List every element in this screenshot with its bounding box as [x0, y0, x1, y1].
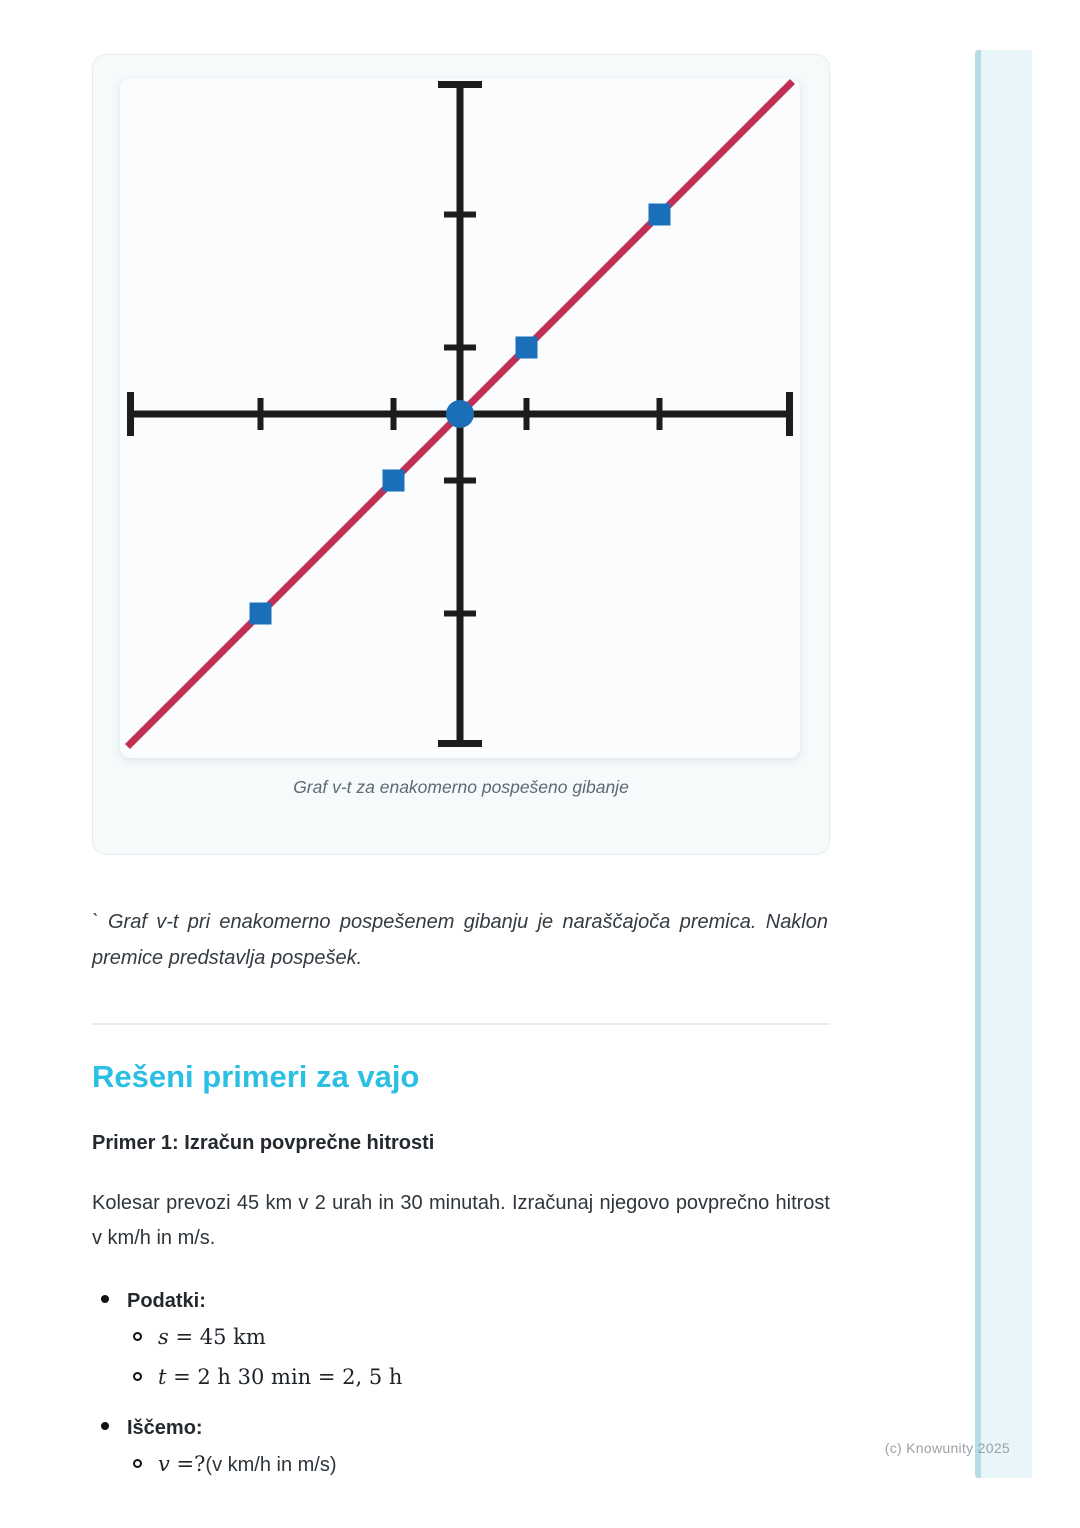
disc-bullet-icon	[101, 1422, 109, 1430]
document-content	[92, 54, 830, 1477]
graph-box	[120, 78, 800, 758]
list-group-iscemo	[92, 1417, 830, 1477]
math-value: = 45 km	[168, 1325, 266, 1350]
page-edge-strip	[975, 50, 1032, 1478]
copyright-footer: (c) Knowunity 2025	[884, 1440, 1010, 1456]
list-group-label: Podatki:	[127, 1290, 206, 1313]
figure-note: ` Graf v-t pri enakomerno pospešenem gibanju je naraščajoča premica. Naklon premice predstavlja pospešek.	[92, 911, 828, 969]
example-title: Primer 1: Izračun povprečne hitrosti	[92, 1132, 435, 1155]
circle-bullet-icon	[133, 1332, 142, 1341]
circle-bullet-icon	[133, 1459, 142, 1468]
math-variable: v	[158, 1452, 170, 1477]
section-heading: Rešeni primeri za vajo	[92, 1059, 420, 1095]
problem-text: Kolesar prevozi 45 km v 2 urah in 30 minutah. Izračunaj njegovo povprečno hitrost v km/h in m/s.	[92, 1192, 830, 1250]
list-item	[92, 1365, 830, 1389]
vt-graph-svg	[120, 78, 800, 758]
math-value: = 2 h 30 min = 2, 5 h	[166, 1365, 403, 1390]
math-expression	[158, 1325, 266, 1349]
list-group-label-row	[92, 1417, 830, 1440]
math-variable: s	[158, 1325, 169, 1350]
list-group-label-row	[92, 1290, 830, 1313]
figure-caption: Graf v-t za enakomerno pospešeno gibanje	[293, 777, 629, 797]
plain-suffix: (v km/h in m/s)	[205, 1454, 337, 1477]
math-expression	[158, 1452, 205, 1476]
sub-list	[92, 1325, 830, 1389]
list-item	[92, 1452, 830, 1477]
circle-bullet-icon	[133, 1372, 142, 1381]
list-group-podatki	[92, 1290, 830, 1389]
example-lists	[92, 1290, 830, 1477]
section-divider	[92, 1023, 830, 1025]
list-item	[92, 1325, 830, 1349]
sub-list	[92, 1452, 830, 1477]
math-value: =?	[169, 1452, 206, 1477]
disc-bullet-icon	[101, 1295, 109, 1303]
figure-card	[92, 54, 830, 855]
math-expression	[158, 1365, 402, 1389]
math-variable: t	[158, 1365, 167, 1390]
list-group-label: Iščemo:	[127, 1417, 203, 1440]
